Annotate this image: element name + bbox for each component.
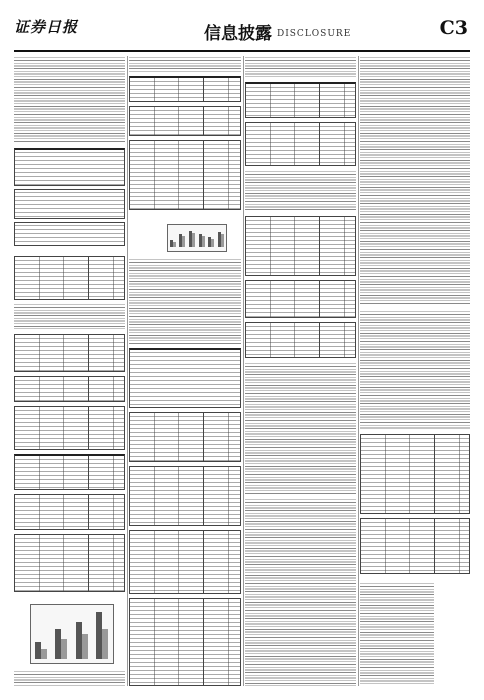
chart-bar bbox=[82, 634, 88, 659]
section-title-english: DISCLOSURE bbox=[277, 29, 352, 39]
column-3 bbox=[245, 56, 356, 686]
data-table bbox=[129, 412, 241, 462]
chart-bar bbox=[173, 242, 176, 247]
masthead bbox=[14, 16, 470, 52]
article-text bbox=[360, 310, 470, 430]
data-table bbox=[14, 334, 125, 372]
column-4 bbox=[360, 56, 470, 686]
article-text bbox=[245, 498, 356, 686]
data-table bbox=[245, 280, 356, 318]
data-table bbox=[14, 222, 125, 246]
data-table bbox=[14, 494, 125, 530]
data-table bbox=[360, 434, 470, 514]
data-table bbox=[129, 466, 241, 526]
column-1 bbox=[14, 56, 125, 686]
chart-bar bbox=[221, 234, 224, 247]
article-text bbox=[14, 303, 125, 329]
data-table bbox=[245, 122, 356, 166]
data-table bbox=[129, 530, 241, 594]
chart-bar bbox=[102, 629, 108, 659]
data-table bbox=[14, 534, 125, 592]
data-table bbox=[245, 216, 356, 276]
data-table bbox=[14, 148, 125, 186]
section-title: 信息披露 bbox=[204, 24, 272, 44]
article-text bbox=[245, 362, 356, 494]
data-table bbox=[129, 106, 241, 136]
bar-chart bbox=[30, 604, 114, 664]
article-text bbox=[245, 56, 356, 78]
article-text bbox=[14, 56, 125, 144]
chart-bar bbox=[211, 239, 214, 247]
data-table bbox=[14, 256, 125, 300]
article-text bbox=[14, 670, 125, 686]
data-table bbox=[14, 406, 125, 450]
article-text bbox=[129, 258, 241, 344]
newspaper-logo: 证券日报 bbox=[14, 18, 79, 36]
data-table bbox=[245, 82, 356, 118]
data-table bbox=[129, 76, 241, 102]
data-table bbox=[129, 348, 241, 408]
article-text bbox=[360, 56, 470, 306]
chart-bar bbox=[182, 236, 185, 247]
column-divider bbox=[358, 56, 359, 686]
chart-bar bbox=[61, 639, 67, 659]
page-number: C3 bbox=[439, 17, 468, 39]
data-table bbox=[129, 140, 241, 210]
chart-bar bbox=[202, 236, 205, 247]
article-text bbox=[360, 582, 434, 686]
column-2 bbox=[129, 56, 241, 686]
data-table bbox=[360, 518, 470, 574]
column-divider bbox=[127, 56, 128, 686]
article-text bbox=[245, 170, 356, 212]
data-table bbox=[14, 376, 125, 402]
data-table bbox=[14, 189, 125, 219]
chart-bar bbox=[192, 233, 195, 247]
chart-bar bbox=[41, 649, 47, 659]
bar-chart bbox=[167, 224, 227, 252]
article-text bbox=[129, 56, 241, 72]
data-table bbox=[245, 322, 356, 358]
data-table bbox=[129, 598, 241, 686]
column-divider bbox=[243, 56, 244, 686]
data-table bbox=[14, 454, 125, 490]
